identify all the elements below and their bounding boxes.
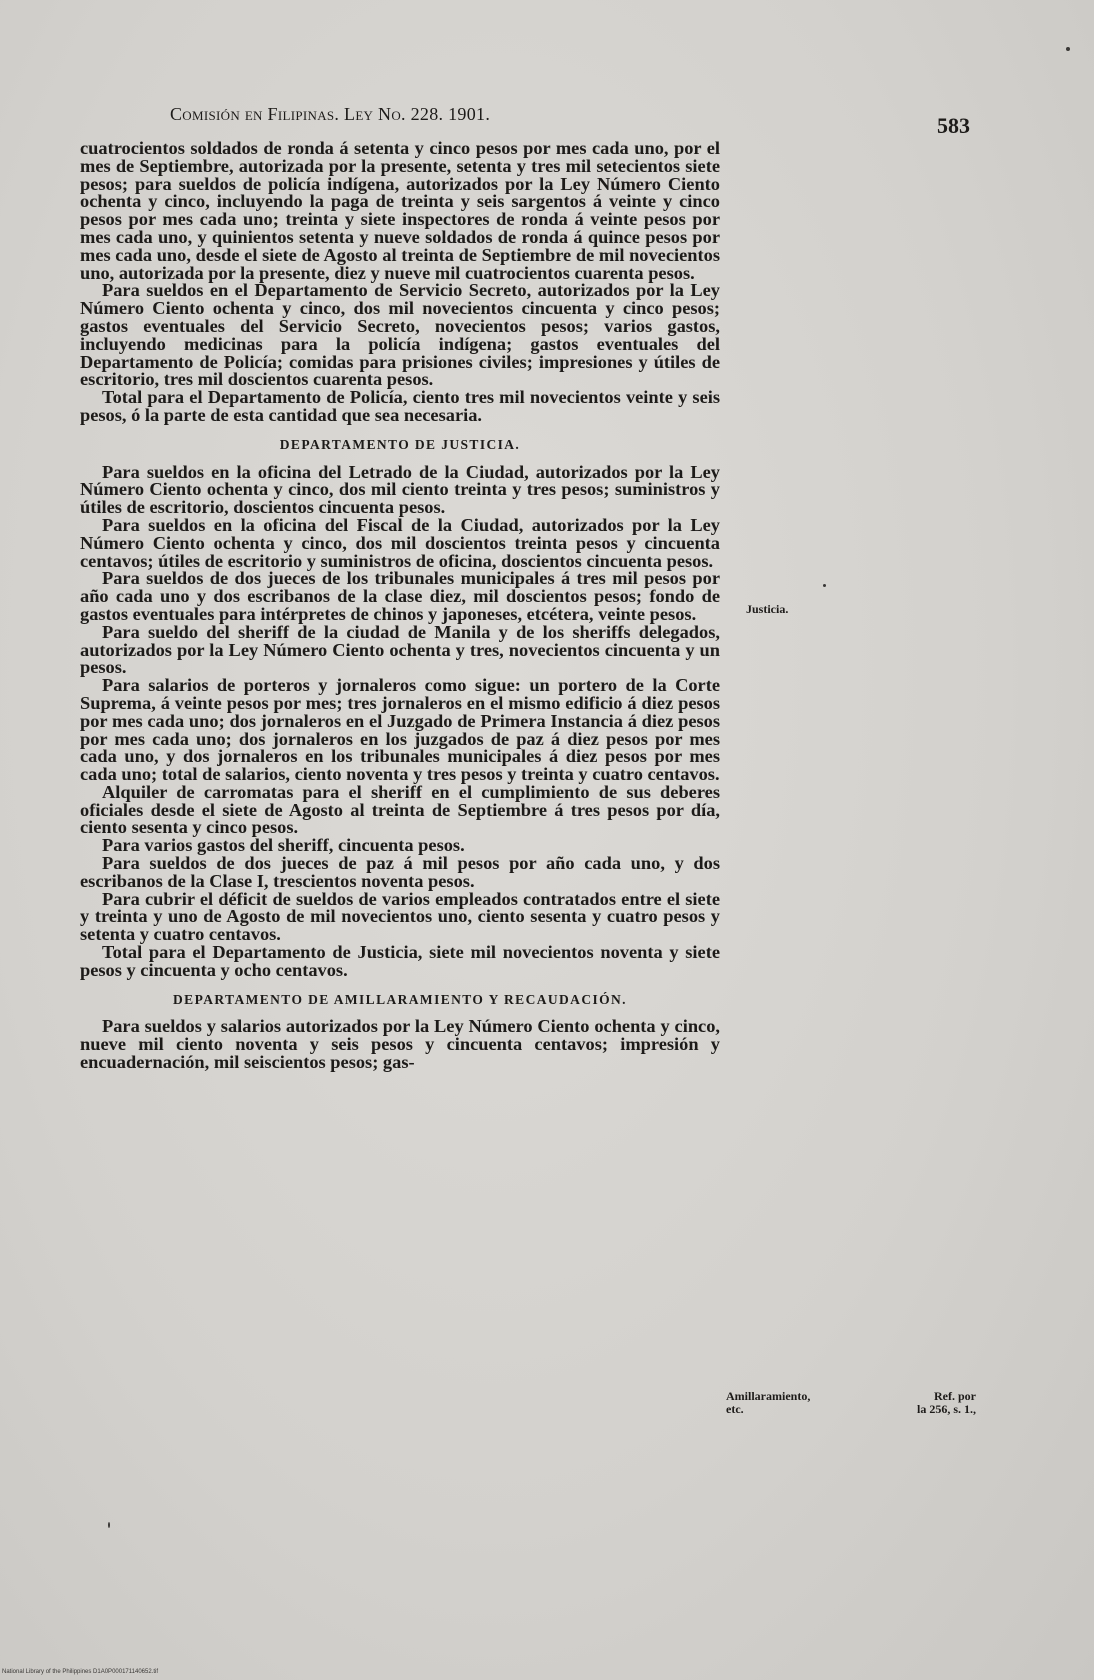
section-heading-justicia: DEPARTAMENTO DE JUSTICIA. [279, 436, 521, 452]
margin-note-text: la 256, s. 1., [916, 1402, 976, 1416]
paragraph: Para sueldos y salarios autorizados por la Ley Número Ciento ochenta y cinco, nueve mil ciento noventa y seis pesos y cincuenta centavos; impresión y encuadernación, mil seiscientos pesos; gas- [80, 1016, 720, 1073]
margin-note-text: Ref. por [934, 1389, 976, 1403]
scan-speck [1066, 47, 1070, 51]
paragraph: Para sueldos en la oficina del Fiscal de la Ciudad, autorizados por la Ley Número Ciento ochenta y cinco, dos mil doscientos treinta pesos y cincuenta centavos; útiles de escritorio y suministros de oficina, doscientos cincuenta pesos. [80, 514, 720, 571]
scan-speck [108, 1522, 110, 1528]
margin-note-justicia: Justicia. [746, 602, 789, 616]
page-number: 583 [937, 113, 970, 138]
margin-note-amillaramiento [726, 1390, 976, 1416]
paragraph: Para sueldos de dos jueces de los tribunales municipales á tres mil pesos por año cada uno y dos escribanos de la clase diez, mil doscientos pesos; fondo de gastos eventuales para intérpretes de chinos y japoneses, etcétera, veinte pesos. [80, 568, 720, 624]
paragraph: Para sueldos en el Departamento de Servicio Secreto, autorizados por la Ley Número Ciento ochenta y cinco, dos mil novecientos cincuenta y cinco pesos; gastos eventuales del Servicio Secreto, novecientos pesos; varios gastos, incluyendo medicinas para la policía indígena; gastos eventuales del Departamento de Policía; comidas para prisiones civiles; impresiones y útiles de escritorio, tres mil doscientos cuarenta pesos. [80, 280, 720, 390]
paragraph: Para salarios de porteros y jornaleros como sigue: un portero de la Corte Suprema, á veinte pesos por mes; tres jornaleros en el mismo edificio á diez pesos por mes cada uno; dos jornaleros en el Juzgado de Primera Instancia á diez pesos por mes cada uno; dos jornaleros en los juzgados de paz á diez pesos por mes cada uno, y dos jornaleros en los tribunales municipales á diez pesos por mes cada uno; total de salarios, ciento noventa y tres pesos y treinta y cuatro centavos. [80, 675, 720, 785]
paragraph: cuatrocientos soldados de ronda á setenta y cinco pesos por mes cada uno, por el mes de Septiembre, autorizada por la presente, setenta y tres mil setecientos siete pesos; para sueldos de policía indígena, autorizados por la Ley Número Ciento ochenta y cinco, incluyendo la paga de treinta y seis sargentos á veinte y cinco pesos por mes cada uno; treinta y siete inspectores de ronda á veinte pesos por mes cada uno, y quinientos setenta y nueve soldados de ronda á quince pesos por mes cada uno, desde el siete de Agosto al treinta de Septiembre de mil novecientos uno, autorizada por la presente, diez y nueve mil cuatrocientos cuarenta pesos. [80, 138, 720, 283]
margin-note-text: Amillaramiento, [726, 1389, 811, 1403]
scan-speck [823, 584, 826, 587]
paragraph: Para sueldo del sheriff de la ciudad de Manila y de los sheriffs delegados, autorizados por la Ley Número Ciento ochenta y tres, novecientos cincuenta y un pesos. [80, 621, 720, 678]
paragraph: Para sueldos en la oficina del Letrado de la Ciudad, autorizados por la Ley Número Ciento ochenta y cinco, dos mil ciento treinta y tres pesos; suministros y útiles de escritorio, doscientos cincuenta pesos. [80, 461, 720, 518]
paragraph: Total para el Departamento de Policía, ciento tres mil novecientos veinte y seis pesos, ó la parte de esta cantidad que sea necesaria. [80, 387, 720, 425]
main-text-column [80, 140, 720, 1072]
paragraph: Para sueldos de dos jueces de paz á mil pesos por año cada uno, y dos escribanos de la Clase I, trescientos noventa pesos. [80, 853, 720, 891]
paragraph: Para varios gastos del sheriff, cincuenta pesos. [102, 835, 465, 856]
margin-note-text: etc. [726, 1402, 744, 1416]
running-title: Comisión en Filipinas. Ley No. 228. 1901. [170, 104, 491, 124]
section-heading-amillaramiento: DEPARTAMENTO DE AMILLARAMIENTO Y RECAUDACIÓN. [173, 991, 627, 1007]
paragraph: Para cubrir el déficit de sueldos de varios empleados contratados entre el siete y treinta y uno de Agosto de mil novecientos uno, ciento sesenta y cuatro pesos y setenta y cuatro centavos. [80, 888, 720, 945]
paragraph: Alquiler de carromatas para el sheriff en el cumplimiento de sus deberes oficiales desde el siete de Agosto al treinta de Septiembre á tres pesos por día, ciento sesenta y cinco pesos. [80, 781, 720, 838]
scan-credit: National Library of the Philippines D1A0P000171140652.tif [2, 1669, 158, 1675]
running-header [170, 104, 630, 125]
paragraph: Total para el Departamento de Justicia, siete mil novecientos noventa y siete pesos y cincuenta y ocho centavos. [80, 942, 720, 980]
